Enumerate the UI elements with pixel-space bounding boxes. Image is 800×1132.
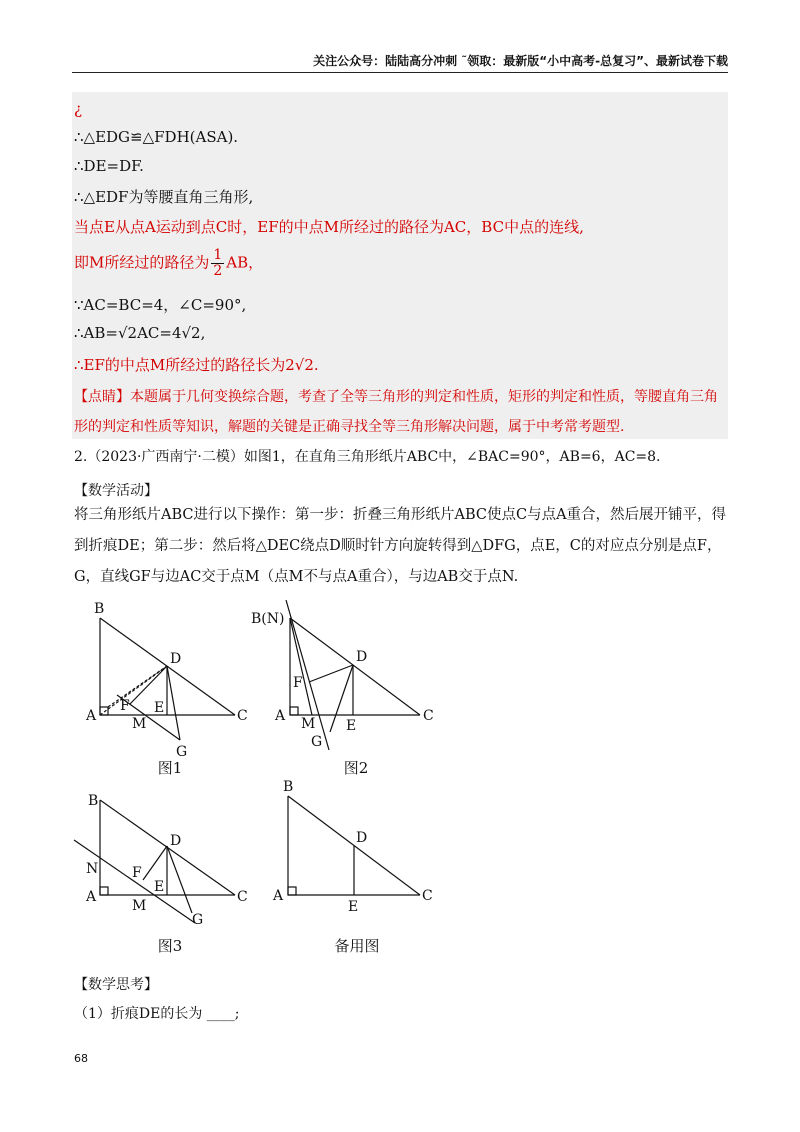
fig1-label-c: C (237, 708, 248, 724)
fig1-label-b: B (94, 601, 105, 617)
fig2-label-d: D (356, 649, 368, 665)
fig3-label-b: B (88, 793, 99, 809)
fig1-label-e: E (154, 700, 165, 716)
solution-line-9: ∴EF的中点M所经过的路径长为2√2. (74, 356, 319, 374)
fig4-label-a: A (273, 888, 284, 904)
fig2-df (309, 665, 353, 682)
fig2-label-a: A (275, 708, 286, 724)
fig3-label-g: G (192, 912, 204, 928)
fig3-label-n: N (86, 861, 99, 877)
figure-1-caption: 图1 (157, 759, 183, 777)
solution-line-11: 形的判定和性质等知识，解题的关键是正确寻找全等三角形解决问题，属于中考常考题型. (74, 419, 625, 435)
solution-line-0: ¿ (74, 100, 83, 118)
figure-3 (70, 785, 260, 935)
fig2-label-g: G (311, 734, 323, 750)
figure-3-caption: 图3 (157, 937, 183, 955)
solution-line-7: ∵AC=BC=4，∠C=90°, (74, 296, 247, 314)
fig2-right-angle (290, 707, 298, 715)
fig3-label-m: M (132, 898, 147, 914)
fig4-label-e: E (348, 899, 359, 915)
fraction-numerator: 1 (213, 247, 223, 263)
page-number: 68 (74, 1052, 88, 1065)
figure-2-caption: 图2 (343, 759, 369, 777)
fig3-label-d: D (170, 833, 182, 849)
fig2-label-bn: B(N) (251, 611, 285, 627)
fig2-side-bc (290, 618, 420, 715)
solution-line-10: 【点睛】本题属于几何变换综合题，考查了全等三角形的判定和性质，矩形的判定和性质，等腰直角三角 (74, 389, 718, 405)
fig4-label-c: C (422, 888, 433, 904)
solution-line-8: ∴AB=√2AC=4√2, (74, 324, 206, 342)
fig3-label-e: E (154, 879, 165, 895)
solution-line-3: ∴△EDF为等腰直角三角形, (74, 188, 254, 206)
fig3-label-a: A (86, 889, 97, 905)
figure-2 (245, 600, 445, 760)
solution-line-5-text: 即M所经过的路径为 (74, 253, 210, 272)
page-header: 关注公众号：陆陆高分冲刺 ˜领取：最新版“小中高考-总复习”、最新试卷下载 (313, 54, 728, 68)
fig3-df (143, 846, 167, 880)
thinking-title: 【数学思考】 (74, 977, 158, 993)
solution-line-6-text: AB， (226, 253, 264, 272)
fig1-dg (167, 666, 180, 740)
activity-line-0: 将三角形纸片ABC进行以下操作：第一步：折叠三角形纸片ABC使点C与点A重合，然后展开铺平，得 (74, 507, 727, 523)
question-1: （1）折痕DE的长为 ____; (74, 1006, 240, 1022)
fig2-label-f: F (293, 675, 303, 691)
solution-line-4: 当点E从点A运动到点C时，EF的中点M所经过的路径为AC，BC中点的连线, (74, 218, 584, 236)
fig2-label-m: M (301, 716, 316, 732)
activity-text (74, 500, 728, 593)
fraction-denominator: 2 (213, 263, 223, 279)
header-rule (72, 72, 728, 73)
solution-line-2: ∴DE=DF. (74, 157, 144, 175)
fig4-right-angle (288, 887, 296, 895)
figure-4-caption: 备用图 (334, 937, 380, 955)
fig1-label-a: A (86, 708, 97, 724)
fig2-label-e: E (346, 718, 357, 734)
activity-line-1: 到折痕DE；第二步：然后将△DEC绕点D顺时针方向旋转得到△DFG，点E，C的对应点分别是点F， (74, 538, 722, 554)
fig3-label-c: C (237, 889, 248, 905)
fig1-label-f: F (120, 698, 130, 714)
figure-4 (270, 778, 445, 918)
activity-line-2: G，直线GF与边AC交于点M（点M不与点A重合），与边AB交于点N. (74, 569, 519, 585)
fig3-right-angle (100, 887, 108, 895)
fig3-label-f: F (132, 865, 142, 881)
solution-line-1: ∴△EDG≌△FDH(ASA). (74, 128, 239, 146)
problem-intro: 2.（2023·广西南宁·二模）如图1，在直角三角形纸片ABC中，∠BAC=90°，AB=6，AC=8. (74, 449, 661, 465)
solution-line-5 (74, 248, 263, 279)
activity-title: 【数学活动】 (74, 483, 158, 499)
fig4-label-b: B (283, 779, 294, 795)
fig2-label-c: C (423, 708, 434, 724)
fig1-df (130, 666, 167, 704)
fig1-label-m: M (132, 716, 147, 732)
fig1-label-g: G (176, 744, 188, 760)
figure-1 (80, 600, 260, 760)
fig4-label-d: D (356, 830, 368, 846)
fraction (211, 248, 224, 279)
fig1-label-d: D (170, 651, 182, 667)
